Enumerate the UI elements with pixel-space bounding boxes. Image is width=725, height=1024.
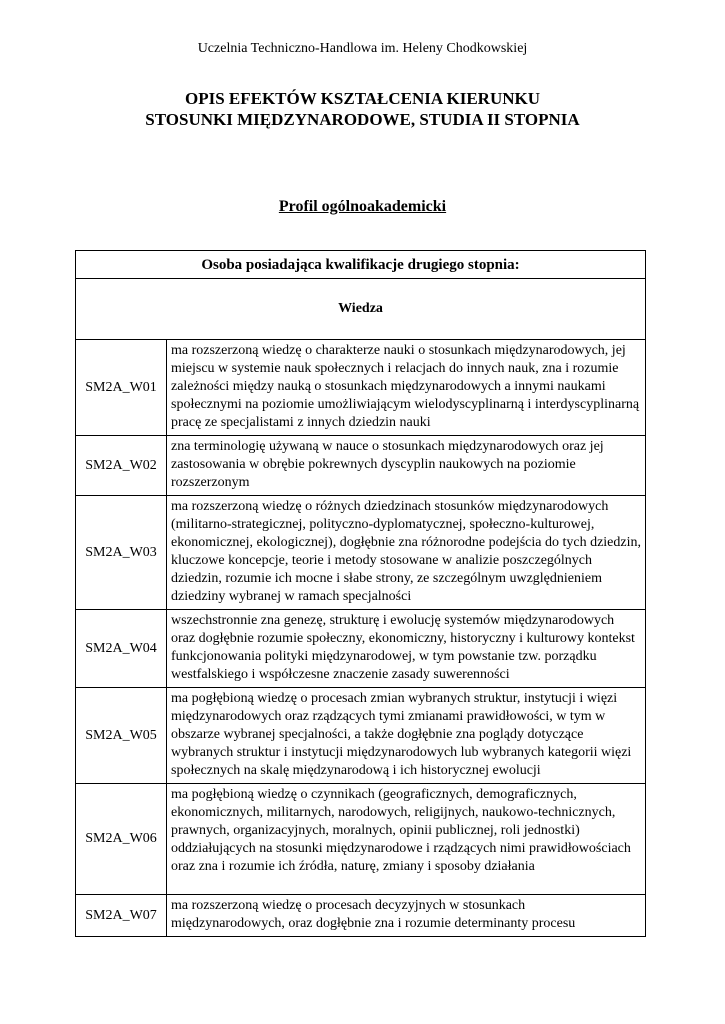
table-header-row xyxy=(76,251,646,279)
outcome-code: SM2A_W02 xyxy=(76,436,167,496)
outcome-description: ma pogłębioną wiedzę o czynnikach (geograficznych, demograficznych, ekonomicznych, militarnych, narodowych, religijnych, naukowo-technicznych, prawnych, organizacyjnych, moralnych, opinii publicznej, roli jednostki) oddziałujących na stosunki międzynarodowe i rządzących nimi prawidłowościach oraz zna i rozumie ich źródła, naturę, zmiany i sposoby działania xyxy=(167,784,646,895)
table-row xyxy=(76,784,646,895)
outcome-code: SM2A_W05 xyxy=(76,688,167,784)
table-row xyxy=(76,496,646,610)
table-row xyxy=(76,436,646,496)
outcome-code: SM2A_W01 xyxy=(76,340,167,436)
table-row xyxy=(76,688,646,784)
section-row xyxy=(76,279,646,340)
institution-name: Uczelnia Techniczno-Handlowa im. Heleny Chodkowskiej xyxy=(197,41,528,56)
table-row xyxy=(76,895,646,937)
title-line-1: OPIS EFEKTÓW KSZTAŁCENIA KIERUNKU xyxy=(184,89,541,108)
outcome-description: wszechstronnie zna genezę, strukturę i ewolucję systemów międzynarodowych oraz dogłębnie rozumie społeczny, ekonomiczny, historyczny i kulturowy kontekst funkcjonowania polityki międzynarodowej, w tym powstanie tzw. porządku westfalskiego i współczesne znaczenie zasady suwerenności xyxy=(167,610,646,688)
document-title xyxy=(0,88,725,130)
outcome-description: ma rozszerzoną wiedzę o procesach decyzyjnych w stosunkach międzynarodowych, oraz dogłębnie zna i rozumie determinanty procesu xyxy=(167,895,646,937)
table-row xyxy=(76,610,646,688)
outcome-description: zna terminologię używaną w nauce o stosunkach międzynarodowych oraz jej zastosowania w obrębie pokrewnych dyscyplin naukowych na poziomie rozszerzonym xyxy=(167,436,646,496)
section-title: Wiedza xyxy=(76,279,646,340)
outcome-code: SM2A_W07 xyxy=(76,895,167,937)
table-header: Osoba posiadająca kwalifikacje drugiego stopnia: xyxy=(76,251,646,279)
outcome-code: SM2A_W06 xyxy=(76,784,167,895)
title-line-2: STOSUNKI MIĘDZYNARODOWE, STUDIA II STOPNIA xyxy=(145,110,580,129)
outcome-description: ma rozszerzoną wiedzę o charakterze nauki o stosunkach międzynarodowych, jej miejscu w systemie nauk społecznych i relacjach do innych nauk, zna i rozumie zależności między nauką o stosunkach międzynarodowych a innymi naukami społecznymi na poziomie umożliwiającym wielodyscyplinarną i interdyscyplinarną pracę ze specjalistami z innych dziedzin nauki xyxy=(167,340,646,436)
outcome-description: ma rozszerzoną wiedzę o różnych dziedzinach stosunków międzynarodowych (militarno-strategicznej, polityczno-dyplomatycznej, społeczno-kulturowej, ekonomicznej, ekologicznej), dogłębnie zna różnorodne podejścia do tych dziedzin, kluczowe koncepcje, teorie i metody stosowane w analizie poszczególnych dziedzin, rozumie ich mocne i słabe strony, ze szczególnym uwzględnieniem dziedziny wybranej w ramach specjalności xyxy=(167,496,646,610)
outcome-code: SM2A_W03 xyxy=(76,496,167,610)
profile-heading: Profil ogólnoakademicki xyxy=(278,198,447,215)
learning-outcomes-table xyxy=(75,250,646,937)
outcome-description: ma pogłębioną wiedzę o procesach zmian wybranych struktur, instytucji i więzi międzynarodowych oraz rządzących tymi zmianami prawidłowości, w tym w obszarze wybranej specjalności, a także dogłębnie zna poglądy dotyczące wybranych struktur i instytucji międzynarodowych lub wybranych kategorii więzi społecznych na skalę międzynarodową i ich historycznej ewolucji xyxy=(167,688,646,784)
outcome-code: SM2A_W04 xyxy=(76,610,167,688)
table-row xyxy=(76,340,646,436)
